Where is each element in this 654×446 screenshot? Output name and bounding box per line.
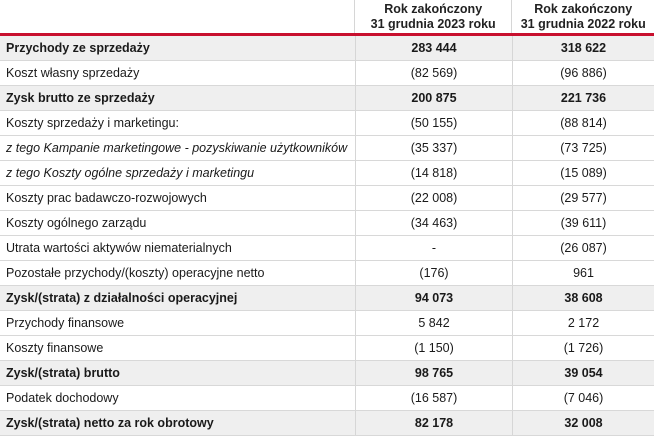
value-2023: - — [355, 236, 512, 260]
value-2022: 221 736 — [512, 86, 654, 110]
value-2023: (14 818) — [355, 161, 512, 185]
table-row — [0, 261, 654, 286]
value-2023: (50 155) — [355, 111, 512, 135]
row-label: z tego Kampanie marketingowe - pozyskiwanie użytkowników — [6, 141, 348, 155]
table-row — [0, 236, 654, 261]
table-row — [0, 86, 654, 111]
table-row — [0, 411, 654, 436]
row-label: Zysk/(strata) z działalności operacyjnej — [6, 291, 238, 305]
value-2023: (82 569) — [355, 61, 512, 85]
row-label: Zysk/(strata) netto za rok obrotowy — [6, 416, 214, 430]
table-row — [0, 311, 654, 336]
value-2023: 98 765 — [355, 361, 512, 385]
row-label: Koszty ogólnego zarządu — [6, 216, 147, 230]
table-header — [0, 0, 654, 36]
value-2023: 200 875 — [355, 86, 512, 110]
table-row — [0, 386, 654, 411]
value-2022: 39 054 — [512, 361, 654, 385]
value-2023: (34 463) — [355, 211, 512, 235]
row-label: Podatek dochodowy — [6, 391, 119, 405]
value-2023: 283 444 — [355, 36, 512, 60]
header-2023-line1: Rok zakończony — [384, 1, 483, 16]
header-2022-line2: 31 grudnia 2022 roku — [520, 16, 646, 31]
value-2022: (15 089) — [512, 161, 654, 185]
table-row — [0, 361, 654, 386]
value-2022: (7 046) — [512, 386, 654, 410]
row-label: Koszty sprzedaży i marketingu: — [6, 116, 179, 130]
header-2023-line2: 31 grudnia 2023 roku — [370, 16, 496, 31]
value-2022: (1 726) — [512, 336, 654, 360]
row-label: Zysk/(strata) brutto — [6, 366, 120, 380]
value-2023: (1 150) — [355, 336, 512, 360]
row-label: Koszt własny sprzedaży — [6, 66, 140, 80]
value-2022: (73 725) — [512, 136, 654, 160]
value-2022: (39 611) — [512, 211, 654, 235]
row-label: Utrata wartości aktywów niematerialnych — [6, 241, 232, 255]
value-2022: 2 172 — [512, 311, 654, 335]
table-row — [0, 336, 654, 361]
value-2023: (22 008) — [355, 186, 512, 210]
table-row — [0, 211, 654, 236]
value-2022: (29 577) — [512, 186, 654, 210]
header-column-2023 — [354, 0, 512, 33]
table-row — [0, 186, 654, 211]
row-label: Koszty prac badawczo-rozwojowych — [6, 191, 207, 205]
header-label-column — [0, 0, 354, 33]
value-2023: (35 337) — [355, 136, 512, 160]
row-label: Zysk brutto ze sprzedaży — [6, 91, 155, 105]
row-label: Przychody finansowe — [6, 316, 125, 330]
value-2023: (16 587) — [355, 386, 512, 410]
table-row — [0, 36, 654, 61]
row-label: z tego Koszty ogólne sprzedaży i marketingu — [6, 166, 255, 180]
value-2023: 5 842 — [355, 311, 512, 335]
value-2023: 82 178 — [355, 411, 512, 435]
row-label: Pozostałe przychody/(koszty) operacyjne netto — [6, 266, 265, 280]
value-2022: 38 608 — [512, 286, 654, 310]
header-column-2022 — [511, 0, 654, 33]
table-row — [0, 286, 654, 311]
table-row — [0, 111, 654, 136]
table-row — [0, 161, 654, 186]
value-2022: 32 008 — [512, 411, 654, 435]
value-2022: (88 814) — [512, 111, 654, 135]
table-row — [0, 61, 654, 86]
header-2022-line1: Rok zakończony — [534, 1, 633, 16]
row-label: Koszty finansowe — [6, 341, 104, 355]
value-2023: (176) — [355, 261, 512, 285]
value-2022: (96 886) — [512, 61, 654, 85]
value-2022: 961 — [512, 261, 654, 285]
table-row — [0, 136, 654, 161]
value-2023: 94 073 — [355, 286, 512, 310]
value-2022: 318 622 — [512, 36, 654, 60]
row-label: Przychody ze sprzedaży — [6, 41, 150, 55]
value-2022: (26 087) — [512, 236, 654, 260]
